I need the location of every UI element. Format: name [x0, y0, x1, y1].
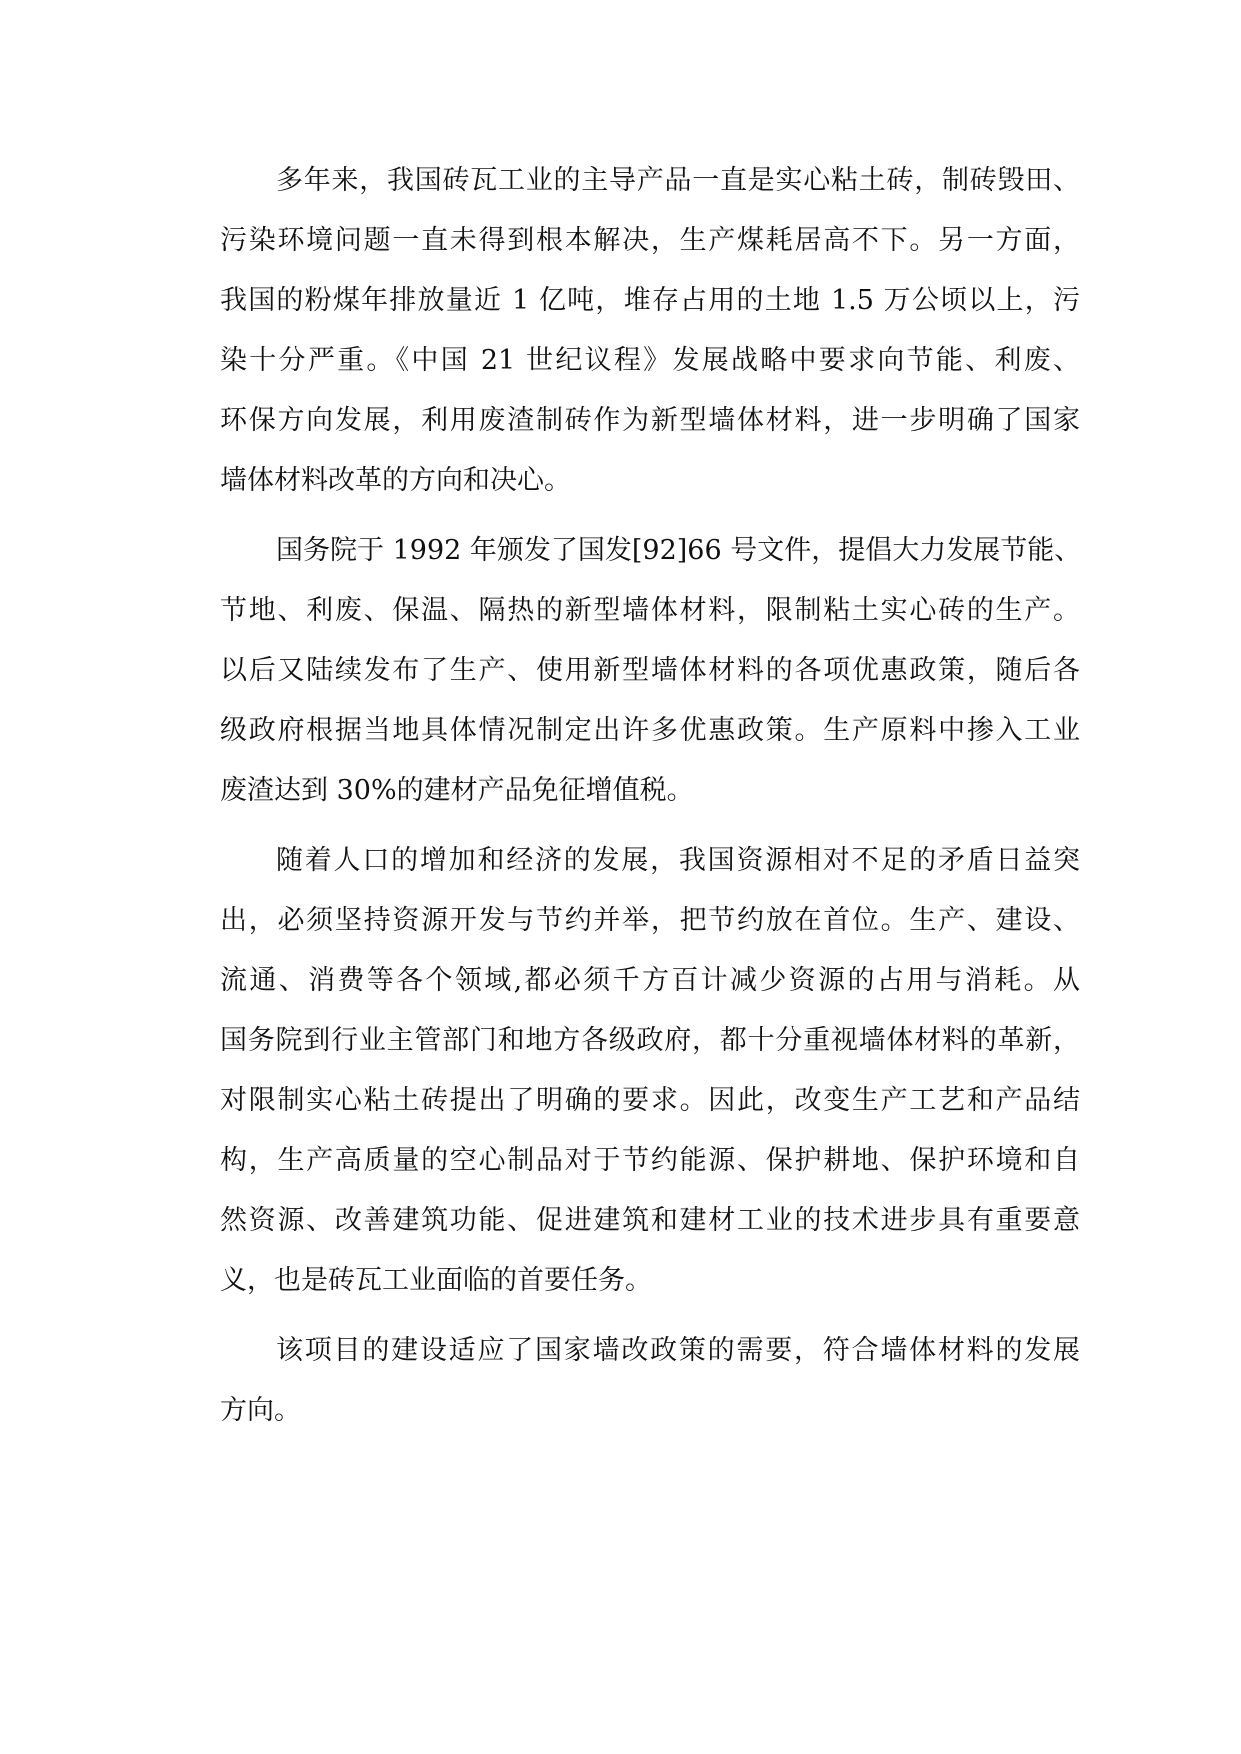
paragraph-gap — [220, 821, 1080, 831]
text-line: 义，也是砖瓦工业面临的首要任务。 — [220, 1265, 652, 1296]
text-line: 以后又陆续发布了生产、使用新型墙体材料的各项优惠政策，随后各 — [220, 655, 1080, 686]
text-line: 然资源、改善建筑功能、促进建筑和建材工业的技术进步具有重要意 — [220, 1205, 1080, 1236]
text-line: 国务院到行业主管部门和地方各级政府，都十分重视墙体材料的革新， — [220, 1025, 1080, 1056]
text-line: 方向。 — [220, 1395, 301, 1426]
text-line: 废渣达到 30%的建材产品免征增值税。 — [220, 775, 694, 806]
text-line: 环保方向发展，利用废渣制砖作为新型墙体材料，进一步明确了国家 — [220, 405, 1080, 436]
paragraph-2 — [220, 521, 1080, 821]
paragraph-3 — [220, 831, 1080, 1311]
text-line: 构，生产高质量的空心制品对于节约能源、保护耕地、保护环境和自 — [220, 1145, 1080, 1176]
text-line: 节地、利废、保温、隔热的新型墙体材料，限制粘土实心砖的生产。 — [220, 595, 1080, 626]
text-line: 流通、消费等各个领域,都必须千方百计减少资源的占用与消耗。从 — [220, 965, 1080, 996]
document-body — [220, 151, 1080, 1441]
text-line: 级政府根据当地具体情况制定出许多优惠政策。生产原料中掺入工业 — [220, 715, 1080, 746]
text-line: 我国的粉煤年排放量近 1 亿吨，堆存占用的土地 1.5 万公顷以上，污 — [220, 285, 1080, 316]
text-line: 出，必须坚持资源开发与节约并举，把节约放在首位。生产、建设、 — [220, 905, 1080, 936]
paragraph-gap — [220, 1311, 1080, 1321]
text-line: 对限制实心粘土砖提出了明确的要求。因此，改变生产工艺和产品结 — [220, 1085, 1080, 1116]
text-line: 该项目的建设适应了国家墙改政策的需要，符合墙体材料的发展 — [276, 1335, 1080, 1366]
paragraph-4 — [220, 1321, 1080, 1441]
text-line: 染十分严重。《中国 21 世纪议程》发展战略中要求向节能、利废、 — [220, 345, 1080, 376]
paragraph-gap — [220, 511, 1080, 521]
text-line: 多年来，我国砖瓦工业的主导产品一直是实心粘土砖，制砖毁田、 — [276, 165, 1080, 196]
text-line: 污染环境问题一直未得到根本解决，生产煤耗居高不下。另一方面， — [220, 225, 1080, 256]
text-line: 墙体材料改革的方向和决心。 — [220, 465, 571, 496]
text-line: 国务院于 1992 年颁发了国发[92]66 号文件，提倡大力发展节能、 — [276, 535, 1082, 566]
text-line: 随着人口的增加和经济的发展，我国资源相对不足的矛盾日益突 — [276, 845, 1080, 876]
paragraph-1 — [220, 151, 1080, 511]
